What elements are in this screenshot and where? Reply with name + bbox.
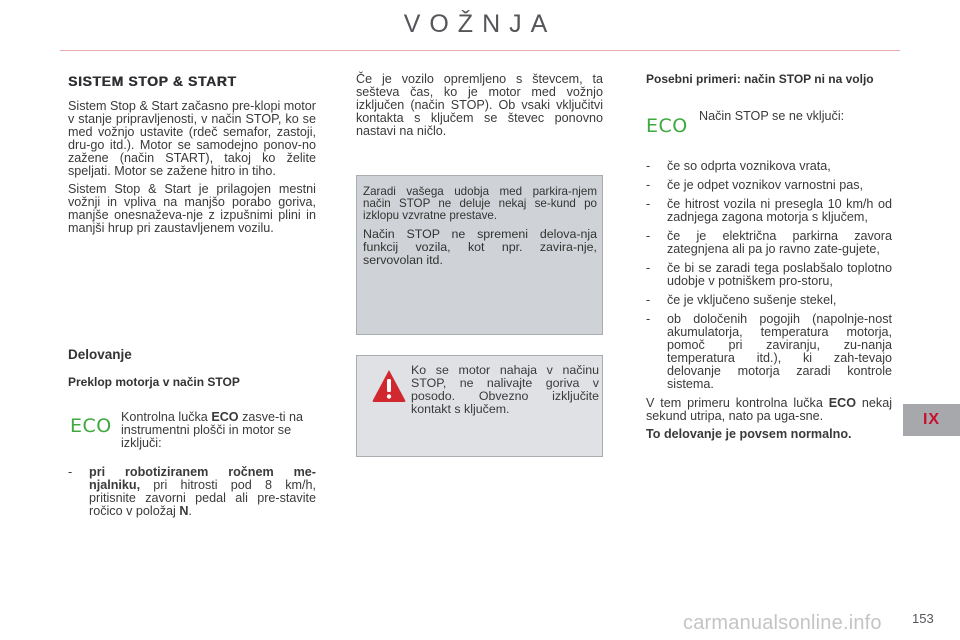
bullet-dash: - (68, 465, 73, 479)
bullet-dash: - (646, 197, 651, 211)
gear-position: N (179, 504, 189, 518)
warning-text: Ko se motor nahaja v načinu STOP, ne nalivajte goriva v posodo. Obvezno izključite kontakt s ključem. (411, 363, 599, 416)
info-box (356, 175, 603, 335)
bullet-dash: - (646, 229, 651, 243)
list-item (646, 313, 892, 391)
bullet-dash: - (646, 261, 651, 275)
heading-special-cases: Posebni primeri: način STOP ni na voljo (646, 72, 874, 86)
watermark: carmanualsonline.info (683, 612, 882, 634)
intro-paragraph-2: Sistem Stop & Start je prilagojen mestni vožnji in vpliva na manjšo porabo goriva, manjše onesnaževa-nje z izpušnimi plini in manjši hrup pri zaustavljenem vozilu. (68, 182, 316, 235)
indicator-eco-bold: ECO (211, 410, 239, 424)
subheading-stop-mode: Preklop motorja v način STOP (68, 375, 240, 389)
warning-box (356, 355, 603, 457)
final-note-bold: To delovanje je povsem normalno. (646, 427, 852, 441)
page-title: VOŽNJA (403, 10, 557, 38)
list-item (646, 160, 892, 173)
list-item-text: če je električna parkirna zavora zategnjena ali pa jo ravno zate-gujete, (667, 229, 892, 256)
page-number: 153 (912, 611, 934, 626)
chapter-tab: IX (903, 404, 960, 436)
eco-stop-text: Način STOP se ne vključi: (699, 109, 845, 123)
bullet-bold-text: pri robotiziranem ročnem me-njalniku, (89, 465, 316, 492)
gearbox-bullet (68, 466, 316, 524)
bullet-dash: - (646, 293, 651, 307)
closing-paragraph (646, 397, 892, 423)
indicator-text-after: zasve-ti na instrumentni plošči in motor se izključi: (121, 410, 304, 450)
info-box-text-1: Zaradi vašega udobja med parkira-njem način STOP ne deluje nekaj se-kund po izklopu vzvratne prestave. (363, 185, 597, 222)
list-item-text: če so odprta voznikova vrata, (667, 159, 831, 173)
list-item (68, 466, 316, 518)
info-box-text-2: Način STOP ne spremeni delova-nja funkcij vozila, kot npr. zavira-nje, servovolan itd. (363, 227, 597, 267)
final-note (646, 428, 892, 441)
list-item-text: ob določenih pogojih (napolnje-nost akumulatorja, temperatura motorja, pomoč pri zaviranju, zu-nanja temperatura itd.), ki zah-tevajo delovanje motorja zaradi kontrole sistema. (667, 312, 892, 391)
list-item-text: če je vključeno sušenje stekel, (667, 293, 837, 307)
section-heading-operation: Delovanje (68, 347, 132, 362)
bullet-text: pri hitrosti pod 8 km/h, pritisnite zavorni pedal ali pre-stavite ročico v položaj (89, 478, 316, 518)
eco-indicator-icon: ECO (646, 115, 688, 137)
closing-eco-bold: ECO (828, 396, 857, 410)
list-item (646, 294, 892, 307)
indicator-text-before: Kontrolna lučka (121, 410, 208, 424)
bullet-dash: - (646, 312, 651, 326)
list-item (646, 198, 892, 224)
indicator-description (121, 411, 316, 450)
intro-paragraph-1: Sistem Stop & Start začasno pre-klopi motor v stanje pripravljenosti, v način STOP, ko se med vožnjo ustavite (rdeč semafor, zastoji, dru-go itd.). Motor se samodejno ponov-no zažene (način START), takoj ko želite speljati. Motor se zažene hitro in tiho. (68, 99, 316, 178)
eco-indicator-icon: ECO (70, 415, 112, 437)
bullet-dash: - (646, 178, 651, 192)
bullet-dash: - (646, 159, 651, 173)
closing-text-before: V tem primeru kontrolna lučka (646, 396, 823, 410)
section-heading-stop-start: SISTEM STOP & START (68, 73, 237, 89)
closing-text-after: nekaj sekund utripa, nato pa uga-sne. (646, 396, 893, 423)
list-item-text: če je odpet voznikov varnostni pas, (667, 178, 864, 192)
list-item-text: če hitrost vozila ni presegla 10 km/h od zadnjega zagona motorja s ključem, (667, 197, 892, 224)
list-item-text: če bi se zaradi tega poslabšalo toplotno udobje v potniškem pro-storu, (667, 261, 892, 288)
left-intro (68, 100, 316, 240)
counter-paragraph: Če je vozilo opremljeno s števcem, ta sešteva čas, ko je motor med vožnjo izključen (način STOP). Ob vsaki vključitvi kontakta s ključem se števec ponovno nastavi na ničlo. (356, 72, 603, 138)
list-item (646, 179, 892, 192)
conditions-list (646, 160, 892, 446)
list-item (646, 262, 892, 288)
title-divider (60, 50, 900, 51)
bullet-end: . (188, 504, 192, 518)
warning-icon (371, 368, 407, 404)
list-item (646, 230, 892, 256)
